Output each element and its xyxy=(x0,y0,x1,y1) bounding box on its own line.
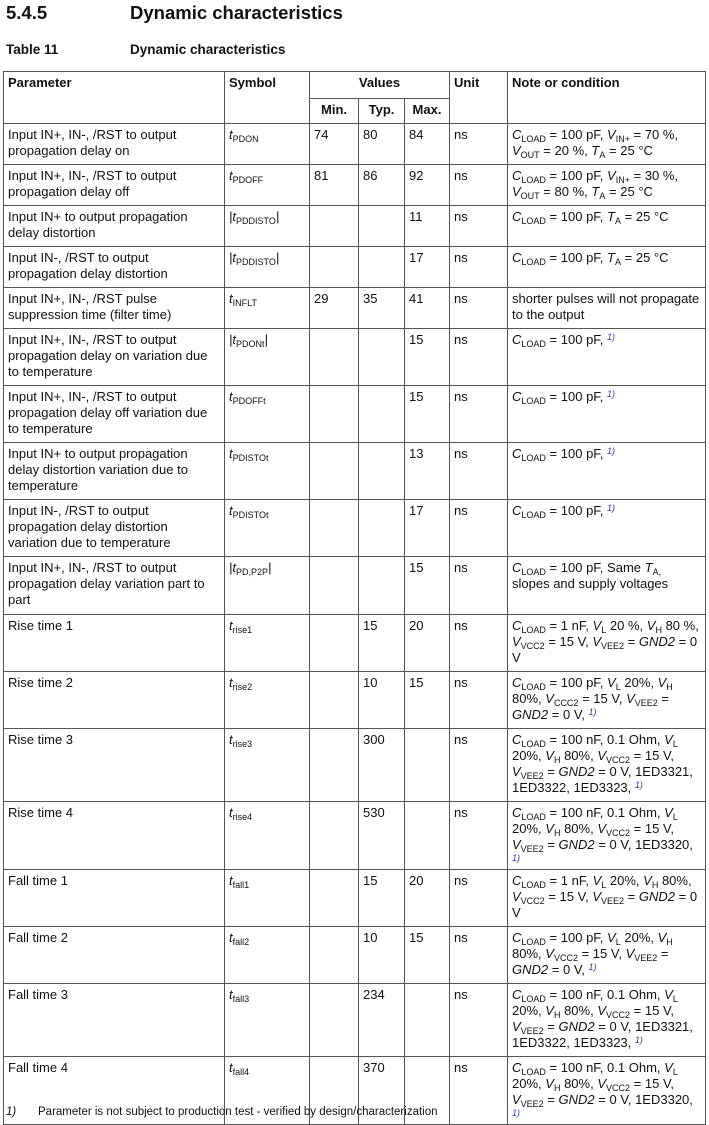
cell-max: 17 xyxy=(405,247,450,288)
cell-parameter: Input IN-, /RST to output propagation delay distortion variation due to temperature xyxy=(4,500,225,557)
footnote-number: 1) xyxy=(6,1106,17,1118)
cell-min xyxy=(310,802,359,870)
cell-parameter: Input IN+, IN-, /RST to output propagation delay on variation due to temperature xyxy=(4,329,225,386)
cell-max: 15 xyxy=(405,672,450,729)
cell-note: $C_{LOAD} = 1$ nF, $V_L$ 20 %, $V_H$ 80 %, $V_{VCC2} = 15$ V, $V_{VEE2} = GND2 = 0$ V xyxy=(508,615,706,672)
cell-max: 15 xyxy=(405,557,450,615)
cell-min xyxy=(310,557,359,615)
cell-note: $C_{LOAD} = 1$ nF, $V_L$ 20%, $V_H$ 80%, $V_{VCC2} = 15$ V, $V_{VEE2} = GND2 = 0$ V xyxy=(508,870,706,927)
header-symbol: Symbol xyxy=(225,72,310,124)
section-number: 5.4.5 xyxy=(6,2,48,23)
cell-max: 92 xyxy=(405,165,450,206)
cell-min xyxy=(310,729,359,802)
cell-note: $C_{LOAD} = 100$ pF, $V_L$ 20%, $V_H$ 80%, $V_{CCC2} = 15$ V, $V_{VEE2} = GND2 = 0$ V, $^{1)}$ xyxy=(508,672,706,729)
cell-typ: 234 xyxy=(359,984,405,1057)
table-row xyxy=(4,288,706,329)
header-note: Note or condition xyxy=(508,72,706,124)
cell-typ: 370 xyxy=(359,1057,405,1125)
cell-max xyxy=(405,729,450,802)
cell-symbol: $t_{fall4}$ xyxy=(225,1057,310,1125)
dynamic-characteristics-table xyxy=(3,71,706,1125)
cell-max: 20 xyxy=(405,615,450,672)
cell-max: 15 xyxy=(405,329,450,386)
cell-typ: 80 xyxy=(359,124,405,165)
table-title: Dynamic characteristics xyxy=(130,42,286,57)
cell-min xyxy=(310,500,359,557)
cell-symbol: $|t_{PD,P2P}|$ xyxy=(225,557,310,615)
section-title: Dynamic characteristics xyxy=(130,2,343,23)
table-row xyxy=(4,802,706,870)
cell-parameter: Rise time 4 xyxy=(4,802,225,870)
cell-unit: ns xyxy=(450,927,508,984)
table-row xyxy=(4,247,706,288)
cell-typ: 86 xyxy=(359,165,405,206)
cell-typ xyxy=(359,206,405,247)
cell-max: 11 xyxy=(405,206,450,247)
cell-symbol: $|t_{PDONt}|$ xyxy=(225,329,310,386)
cell-typ: 530 xyxy=(359,802,405,870)
cell-unit: ns xyxy=(450,729,508,802)
cell-symbol: $t_{INFLT}$ xyxy=(225,288,310,329)
cell-unit: ns xyxy=(450,1057,508,1125)
cell-unit: ns xyxy=(450,386,508,443)
cell-typ xyxy=(359,386,405,443)
table-row xyxy=(4,165,706,206)
cell-parameter: Input IN+ to output propagation delay distortion xyxy=(4,206,225,247)
table-row xyxy=(4,672,706,729)
cell-parameter: Input IN+, IN-, /RST to output propagation delay on xyxy=(4,124,225,165)
cell-note: $C_{LOAD} = 100$ nF, 0.1 Ohm, $V_L$ 20%, $V_H$ 80%, $V_{VCC2} = 15$ V, $V_{VEE2} = GND2 = 0$ V, 1ED3321, 1ED3322, 1ED3323, $^{1)}$ xyxy=(508,984,706,1057)
cell-typ: 35 xyxy=(359,288,405,329)
cell-note: $C_{LOAD} = 100$ pF, $^{1)}$ xyxy=(508,443,706,500)
cell-parameter: Input IN+ to output propagation delay distortion variation due to temperature xyxy=(4,443,225,500)
cell-max: 20 xyxy=(405,870,450,927)
cell-typ xyxy=(359,329,405,386)
table-row xyxy=(4,984,706,1057)
cell-note: $C_{LOAD} = 100$ nF, 0.1 Ohm, $V_L$ 20%, $V_H$ 80%, $V_{VCC2} = 15$ V, $V_{VEE2} = GND2 = 0$ V, 1ED3320, $^{1)}$ xyxy=(508,1057,706,1125)
cell-symbol: $t_{rise4}$ xyxy=(225,802,310,870)
cell-symbol: $t_{fall2}$ xyxy=(225,927,310,984)
cell-note: shorter pulses will not propagate to the output xyxy=(508,288,706,329)
cell-parameter: Fall time 4 xyxy=(4,1057,225,1125)
cell-unit: ns xyxy=(450,802,508,870)
cell-note: $C_{LOAD} = 100$ pF, $T_A = 25$ °C xyxy=(508,247,706,288)
cell-note: $C_{LOAD} = 100$ pF, $V_{IN+} = 30$ %, $V_{OUT} = 80$ %, $T_A = 25$ °C xyxy=(508,165,706,206)
cell-symbol: $t_{rise1}$ xyxy=(225,615,310,672)
cell-min xyxy=(310,329,359,386)
cell-min xyxy=(310,386,359,443)
cell-parameter: Input IN+, IN-, /RST to output propagation delay off variation due to temperature xyxy=(4,386,225,443)
cell-note: $C_{LOAD} = 100$ pF, $V_L$ 20%, $V_H$ 80%, $V_{VCC2} = 15$ V, $V_{VEE2} = GND2 = 0$ V, $^{1)}$ xyxy=(508,927,706,984)
header-parameter: Parameter xyxy=(4,72,225,124)
cell-typ: 10 xyxy=(359,672,405,729)
cell-min xyxy=(310,927,359,984)
cell-unit: ns xyxy=(450,672,508,729)
cell-typ: 10 xyxy=(359,927,405,984)
cell-unit: ns xyxy=(450,329,508,386)
cell-symbol: $t_{PDISTOt}$ xyxy=(225,443,310,500)
cell-max: 41 xyxy=(405,288,450,329)
cell-note: $C_{LOAD} = 100$ pF, $T_A = 25$ °C xyxy=(508,206,706,247)
cell-parameter: Input IN+, IN-, /RST to output propagation delay variation part to part xyxy=(4,557,225,615)
table-body xyxy=(4,124,706,1125)
table-row xyxy=(4,206,706,247)
cell-unit: ns xyxy=(450,288,508,329)
cell-note: $C_{LOAD} = 100$ pF, $V_{IN+} = 70$ %, $V_{OUT} = 20$ %, $T_A = 25$ °C xyxy=(508,124,706,165)
cell-symbol: $t_{fall3}$ xyxy=(225,984,310,1057)
footnote xyxy=(6,1106,438,1118)
cell-max: 15 xyxy=(405,927,450,984)
cell-min: 74 xyxy=(310,124,359,165)
cell-max: 13 xyxy=(405,443,450,500)
cell-symbol: $t_{rise2}$ xyxy=(225,672,310,729)
cell-unit: ns xyxy=(450,206,508,247)
cell-unit: ns xyxy=(450,870,508,927)
table-caption xyxy=(6,42,285,57)
cell-parameter: Rise time 2 xyxy=(4,672,225,729)
cell-note: $C_{LOAD} = 100$ pF, $^{1)}$ xyxy=(508,329,706,386)
cell-symbol: $t_{fall1}$ xyxy=(225,870,310,927)
cell-symbol: $|t_{PDDISTO}|$ xyxy=(225,206,310,247)
cell-min xyxy=(310,247,359,288)
cell-unit: ns xyxy=(450,500,508,557)
cell-note: $C_{LOAD} = 100$ pF, Same $T_{A,}$ slopes and supply voltages xyxy=(508,557,706,615)
cell-max: 84 xyxy=(405,124,450,165)
cell-typ xyxy=(359,557,405,615)
header-min: Min. xyxy=(310,99,359,124)
cell-typ xyxy=(359,500,405,557)
cell-typ xyxy=(359,247,405,288)
cell-min xyxy=(310,870,359,927)
table-number: Table 11 xyxy=(6,42,59,57)
cell-parameter: Fall time 1 xyxy=(4,870,225,927)
table-row xyxy=(4,927,706,984)
footnote-text: Parameter is not subject to production test - verified by design/characterization xyxy=(38,1106,438,1118)
cell-max xyxy=(405,802,450,870)
table-row xyxy=(4,500,706,557)
header-values: Values xyxy=(310,72,450,99)
header-typ: Typ. xyxy=(359,99,405,124)
cell-symbol: $t_{PDOFF}$ xyxy=(225,165,310,206)
cell-unit: ns xyxy=(450,247,508,288)
cell-note: $C_{LOAD} = 100$ pF, $^{1)}$ xyxy=(508,500,706,557)
cell-parameter: Rise time 1 xyxy=(4,615,225,672)
cell-symbol: $|t_{PDDISTO}|$ xyxy=(225,247,310,288)
cell-typ: 300 xyxy=(359,729,405,802)
cell-note: $C_{LOAD} = 100$ pF, $^{1)}$ xyxy=(508,386,706,443)
cell-note: $C_{LOAD} = 100$ nF, 0.1 Ohm, $V_L$ 20%, $V_H$ 80%, $V_{VCC2} = 15$ V, $V_{VEE2} = GND2 = 0$ V, 1ED3321, 1ED3322, 1ED3323, $^{1)}$ xyxy=(508,729,706,802)
cell-symbol: $t_{rise3}$ xyxy=(225,729,310,802)
cell-unit: ns xyxy=(450,557,508,615)
cell-parameter: Rise time 3 xyxy=(4,729,225,802)
table-row xyxy=(4,124,706,165)
cell-min: 81 xyxy=(310,165,359,206)
cell-parameter: Fall time 2 xyxy=(4,927,225,984)
table-row xyxy=(4,386,706,443)
header-max: Max. xyxy=(405,99,450,124)
cell-parameter: Fall time 3 xyxy=(4,984,225,1057)
table-row xyxy=(4,443,706,500)
cell-unit: ns xyxy=(450,165,508,206)
header-unit: Unit xyxy=(450,72,508,124)
cell-min xyxy=(310,984,359,1057)
cell-typ: 15 xyxy=(359,870,405,927)
cell-max: 17 xyxy=(405,500,450,557)
cell-typ: 15 xyxy=(359,615,405,672)
cell-symbol: $t_{PDISTOt}$ xyxy=(225,500,310,557)
cell-min xyxy=(310,206,359,247)
cell-min xyxy=(310,443,359,500)
cell-unit: ns xyxy=(450,984,508,1057)
cell-unit: ns xyxy=(450,443,508,500)
cell-symbol: $t_{PDOFFt}$ xyxy=(225,386,310,443)
table-row xyxy=(4,870,706,927)
table-row xyxy=(4,615,706,672)
cell-parameter: Input IN+, IN-, /RST pulse suppression time (filter time) xyxy=(4,288,225,329)
cell-unit: ns xyxy=(450,124,508,165)
table-row xyxy=(4,329,706,386)
table-row xyxy=(4,557,706,615)
cell-typ xyxy=(359,443,405,500)
cell-symbol: $t_{PDON}$ xyxy=(225,124,310,165)
cell-unit: ns xyxy=(450,615,508,672)
cell-min xyxy=(310,672,359,729)
cell-parameter: Input IN+, IN-, /RST to output propagation delay off xyxy=(4,165,225,206)
table-row xyxy=(4,729,706,802)
cell-min xyxy=(310,615,359,672)
cell-max: 15 xyxy=(405,386,450,443)
cell-note: $C_{LOAD} = 100$ nF, 0.1 Ohm, $V_L$ 20%, $V_H$ 80%, $V_{VCC2} = 15$ V, $V_{VEE2} = GND2 = 0$ V, 1ED3320, $^{1)}$ xyxy=(508,802,706,870)
cell-parameter: Input IN-, /RST to output propagation delay distortion xyxy=(4,247,225,288)
cell-max xyxy=(405,984,450,1057)
section-heading xyxy=(6,2,343,24)
cell-min: 29 xyxy=(310,288,359,329)
